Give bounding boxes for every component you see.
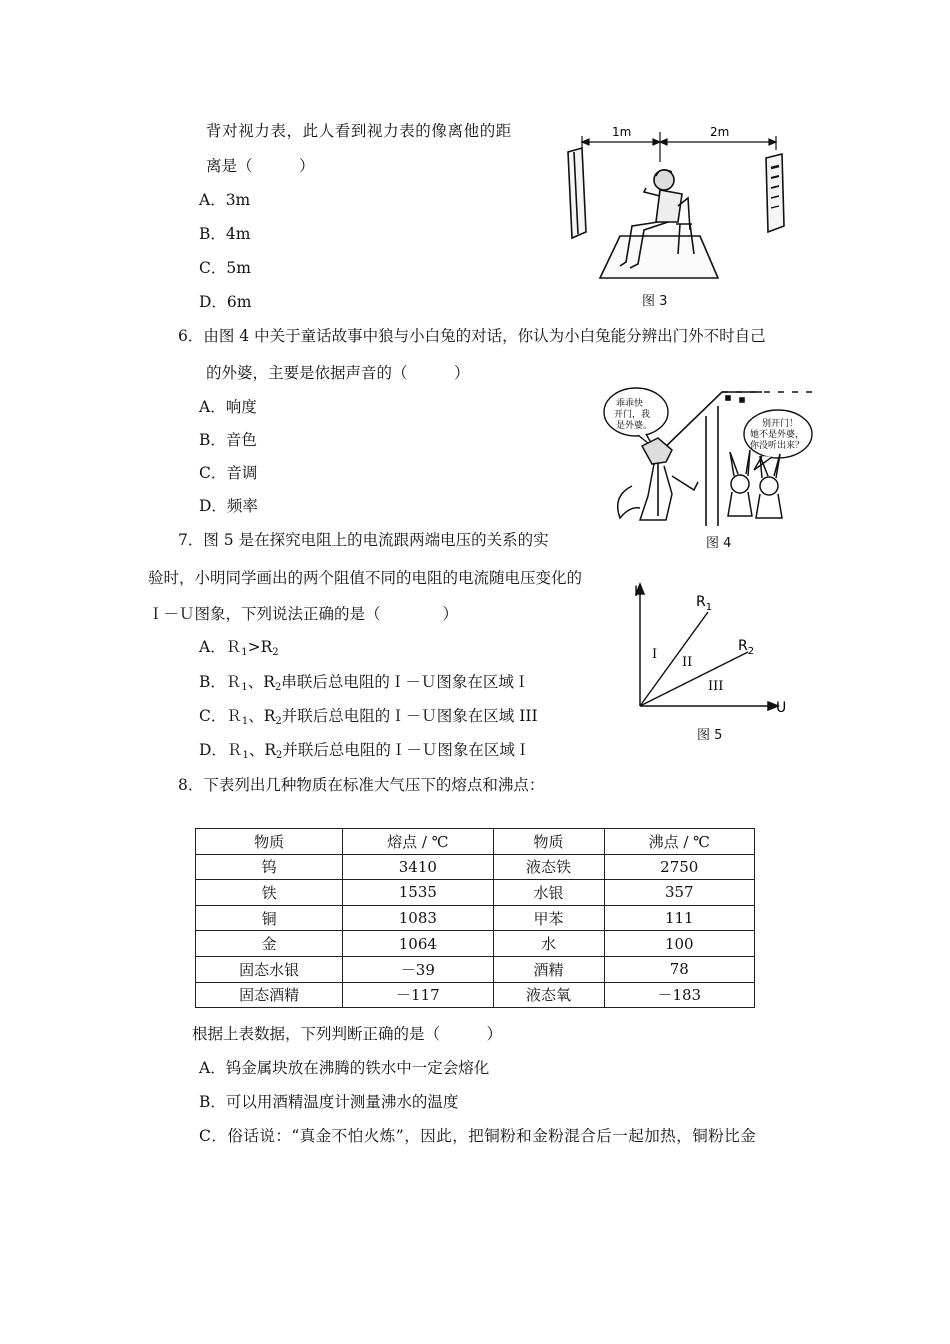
- melting-boiling-table: [195, 828, 755, 1008]
- figure-5-caption: 图 5: [697, 728, 723, 743]
- eye-chart-drawing: [766, 154, 784, 232]
- table-cell: 111: [604, 905, 754, 931]
- wolf-bubble-line2: 开门，我: [614, 410, 651, 420]
- q7-option-c: C．Ｒ$_1$、$R_2$并联后总电阻的Ｉ－Ｕ图象在区域 III: [199, 707, 538, 727]
- region-3-label: III: [708, 679, 724, 694]
- table-row: [196, 931, 755, 957]
- table-cell: －183: [604, 982, 754, 1008]
- table-cell: 357: [604, 880, 754, 906]
- q5-option-c: C．5m: [199, 259, 251, 277]
- label-2m: 2m: [710, 125, 730, 139]
- table-header: 物质: [493, 829, 604, 855]
- q6-option-c: C．音调: [199, 464, 258, 482]
- table-cell: 3410: [343, 854, 493, 880]
- q5-option-d: D．6m: [199, 293, 252, 311]
- table-header: 沸点 / ℃: [604, 829, 754, 855]
- figure-5: [626, 578, 806, 722]
- q8-option-b: B．可以用酒精温度计测量沸水的温度: [199, 1093, 459, 1111]
- figure-4-caption: 图 4: [706, 536, 732, 551]
- table-header: 物质: [196, 829, 343, 855]
- q7-option-a: A．$R_1>R_2$: [199, 638, 279, 658]
- q7-option-b: B．Ｒ$_1$、$R_2$串联后总电阻的Ｉ－Ｕ图象在区域Ｉ: [199, 673, 530, 693]
- rabbit-bubble-line3: 你没听出来？: [750, 441, 805, 451]
- table-row: [196, 956, 755, 982]
- q6-stem-line1: 6．由图 4 中关于童话故事中狼与小白兔的对话，你认为小白兔能分辨出门外不时自己: [178, 327, 766, 345]
- figure-4: [602, 386, 814, 530]
- axis-i-label: I: [634, 584, 639, 600]
- table-cell: 固态酒精: [196, 982, 343, 1008]
- rabbits-drawing: [728, 450, 782, 518]
- q6-stem-line2: 的外婆，主要是依据声音的（ ）: [206, 364, 470, 382]
- table-row: [196, 982, 755, 1008]
- table-header: 熔点 / ℃: [343, 829, 493, 855]
- q7-option-d: D．Ｒ$_1$、$R_2$并联后总电阻的Ｉ－Ｕ图象在区域Ｉ: [199, 741, 531, 761]
- table-cell: 固态水银: [196, 956, 343, 982]
- table-cell: 酒精: [493, 956, 604, 982]
- table-cell: 金: [196, 931, 343, 957]
- table-cell: 100: [604, 931, 754, 957]
- table-cell: 甲苯: [493, 905, 604, 931]
- figure-3-caption: 图 3: [642, 294, 668, 309]
- region-2-label: II: [682, 655, 693, 670]
- q7-stem-line3: Ｉ－Ｕ图象，下列说法正确的是（ ）: [148, 605, 459, 623]
- table-cell: 铁: [196, 880, 343, 906]
- table-cell: －39: [343, 956, 493, 982]
- table-cell: 水: [493, 931, 604, 957]
- r2-label: $R_2$: [738, 638, 755, 657]
- wolf-bubble-line3: 是外婆。: [616, 421, 653, 431]
- table-cell: 液态铁: [493, 854, 604, 880]
- table-row: [196, 880, 755, 906]
- q6-option-d: D．频率: [199, 497, 258, 515]
- wolf-bubble-line1: 乖乖快: [616, 399, 644, 409]
- table-cell: 2750: [604, 854, 754, 880]
- q6-option-b: B．音色: [199, 431, 257, 449]
- table-cell: 液态氧: [493, 982, 604, 1008]
- seated-person-drawing: [600, 170, 718, 278]
- axis-u-label: U: [776, 700, 787, 716]
- figure-3: [560, 118, 800, 286]
- rabbit-bubble-line2: 她不是外婆，: [750, 430, 805, 440]
- table-row: [196, 854, 755, 880]
- table-cell: 钨: [196, 854, 343, 880]
- table-row: [196, 905, 755, 931]
- table-cell: 1535: [343, 880, 493, 906]
- q7-stem-line1: 7．图 5 是在探究电阻上的电流跟两端电压的关系的实: [178, 531, 549, 549]
- mirror-drawing: [568, 148, 586, 238]
- q6-option-a: A．响度: [199, 398, 257, 416]
- line-r1: [640, 612, 708, 706]
- rabbit-bubble-line1: 别开门！: [762, 419, 799, 429]
- q5-option-a: A．3m: [199, 191, 251, 209]
- region-1-label: I: [652, 647, 658, 662]
- label-1m: 1m: [612, 125, 632, 139]
- table-cell: 铜: [196, 905, 343, 931]
- q5-option-b: B．4m: [199, 225, 251, 243]
- q8-stem: 8．下表列出几种物质在标准大气压下的熔点和沸点：: [178, 776, 545, 794]
- table-cell: 1083: [343, 905, 493, 931]
- q5-stem-line2: 离是（ ）: [206, 157, 315, 175]
- table-cell: 1064: [343, 931, 493, 957]
- table-cell: －117: [343, 982, 493, 1008]
- q8-option-c: C．俗话说：“真金不怕火炼”，因此，把铜粉和金粉混合后一起加热，铜粉比金: [199, 1127, 757, 1145]
- q5-stem-line1: 背对视力表，此人看到视力表的像离他的距: [206, 122, 512, 140]
- q8-option-a: A．钨金属块放在沸腾的铁水中一定会熔化: [199, 1059, 490, 1077]
- q7-stem-line2: 验时，小明同学画出的两个阻值不同的电阻的电流随电压变化的: [148, 569, 583, 587]
- q8-prompt: 根据上表数据，下列判断正确的是（ ）: [192, 1025, 503, 1043]
- r1-label: $R_1$: [696, 594, 713, 613]
- table-cell: 78: [604, 956, 754, 982]
- table-header-row: [196, 829, 755, 855]
- table-cell: 水银: [493, 880, 604, 906]
